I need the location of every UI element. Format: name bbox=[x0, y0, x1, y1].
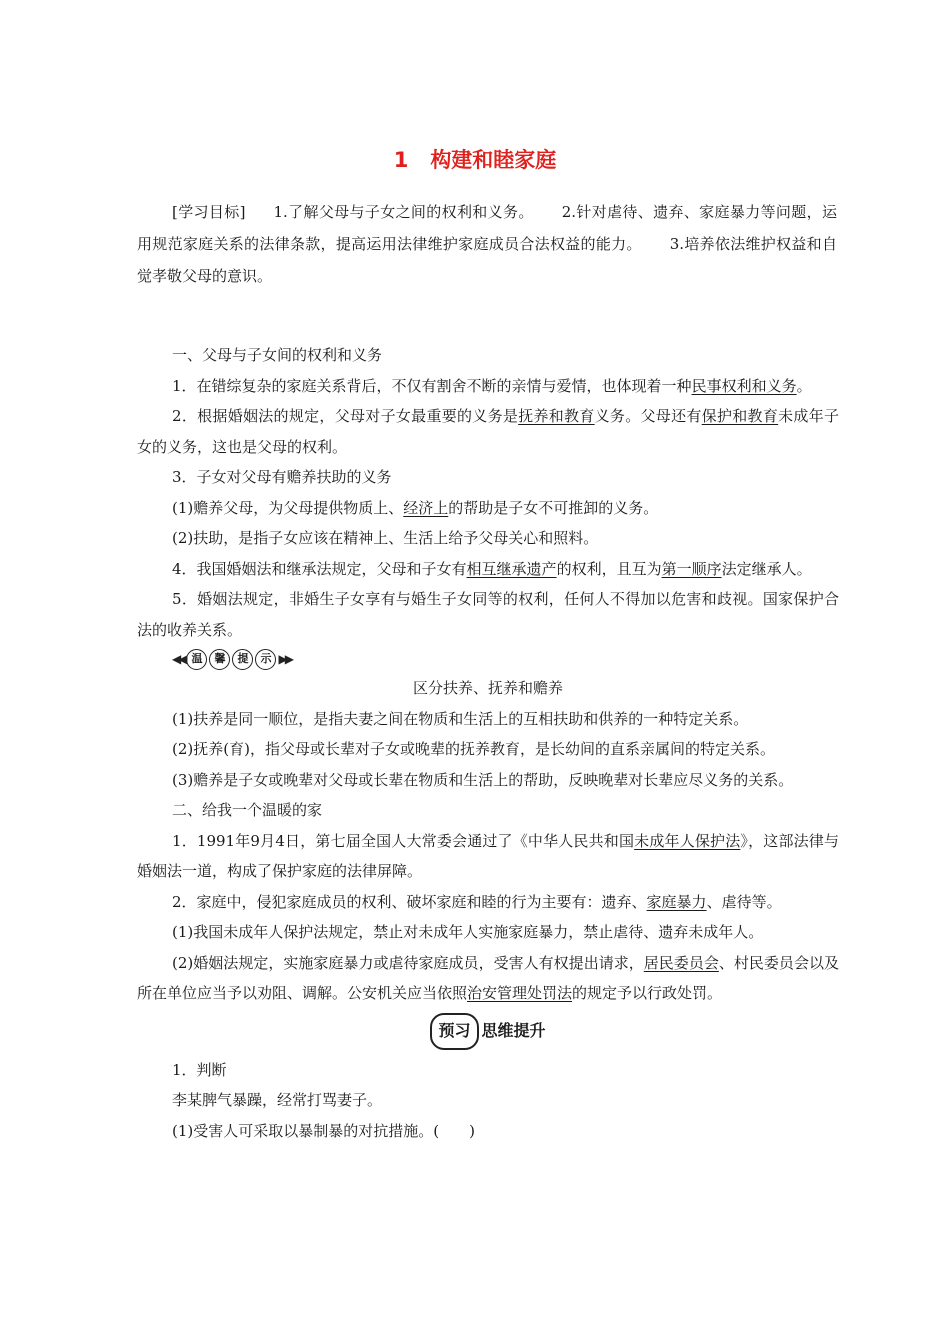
section2-para-2-1: (1)我国未成年人保护法规定，禁止对未成年人实施家庭暴力，禁止虐待、遗弃未成年人。 bbox=[172, 923, 764, 941]
answer-blank: 经济上 bbox=[403, 498, 449, 517]
objective-1: 1.了解父母与子女之间的权利和义务。 bbox=[273, 203, 534, 221]
exercise-heading: 1．判断 bbox=[172, 1060, 227, 1079]
section1-para-1: 1．在错综复杂的家庭关系背后，不仅有割舍不断的亲情与爱情，也体现着一种民事权利和义务。 bbox=[172, 376, 812, 395]
section2-para-2-2: (2)婚姻法规定，实施家庭暴力或虐待家庭成员，受害人有权提出请求，居民委员会、村民委员会以及所在单位应当予以劝阻、调解。公安机关应当依照治安管理处罚法的规定予以行政处罚。 bbox=[137, 953, 839, 1002]
section1-para-3: 3．子女对父母有赡养扶助的义务 bbox=[172, 468, 392, 486]
warm-tip-badge bbox=[172, 645, 839, 673]
tip-item-3: (3)赡养是子女或晚辈对父母或长辈在物质和生活上的帮助，反映晚辈对长辈应尽义务的关系。 bbox=[172, 770, 794, 789]
tip-item-1: (1)扶养是同一顺位，是指夫妻之间在物质和生活上的互相扶助和供养的一种特定关系。 bbox=[172, 709, 749, 728]
answer-blank: 居民委员会 bbox=[643, 953, 719, 972]
tip-heading: 区分扶养、抚养和赡养 bbox=[412, 679, 563, 697]
tip-char: 示 bbox=[255, 649, 276, 670]
answer-blank: 未成年人保护法 bbox=[634, 831, 741, 850]
exercise-question-1: (1)受害人可采取以暴制暴的对抗措施。( ) bbox=[172, 1121, 475, 1140]
answer-blank: 保护和教育 bbox=[701, 407, 779, 425]
double-right-arrow-icon: ▶▶ bbox=[278, 651, 291, 666]
section1-para-5: 5．婚姻法规定，非婚生子女享有与婚生子女同等的权利，任何人不得加以危害和歧视。国家保护合法的收养关系。 bbox=[137, 590, 839, 639]
answer-blank: 家庭暴力 bbox=[646, 892, 707, 911]
tip-char: 提 bbox=[232, 649, 253, 670]
tip-char: 馨 bbox=[209, 649, 230, 670]
answer-blank: 治安管理处罚法 bbox=[467, 984, 573, 1002]
section2-para-2: 2．家庭中，侵犯家庭成员的权利、破坏家庭和睦的行为主要有：遗弃、家庭暴力、虐待等。 bbox=[172, 892, 782, 911]
answer-blank: 抚养和教育 bbox=[518, 407, 595, 425]
exercise-stem: 李某脾气暴躁，经常打骂妻子。 bbox=[172, 1091, 383, 1109]
learning-objectives bbox=[137, 196, 837, 292]
section1-para-3-1: (1)赡养父母，为父母提供物质上、经济上的帮助是子女不可推卸的义务。 bbox=[172, 498, 659, 517]
answer-blank: 民事权利和义务 bbox=[691, 376, 797, 395]
double-left-arrow-icon: ◀◀ bbox=[172, 651, 185, 666]
page-title bbox=[0, 144, 950, 174]
objectives-label: [学习目标] bbox=[172, 203, 246, 221]
title-text: 构建和睦家庭 bbox=[430, 148, 557, 172]
objective-3: 3.培养依法维护权益和自觉孝敬父母的意识。 bbox=[137, 235, 837, 285]
section2-para-1: 1．1991年9月4日，第七届全国人大常委会通过了《中华人民共和国未成年人保护法》，这部法律与婚姻法一道，构成了保护家庭的法律屏障。 bbox=[137, 831, 839, 880]
section1-para-2: 2．根据婚姻法的规定，父母对子女最重要的义务是抚养和教育义务。父母还有保护和教育未成年子女的义务，这也是父母的权利。 bbox=[137, 407, 839, 456]
section1-para-3-2: (2)扶助，是指子女应该在精神上、生活上给予父母关心和照料。 bbox=[172, 529, 599, 547]
section1-heading: 一、父母与子女间的权利和义务 bbox=[172, 346, 383, 364]
main-content bbox=[137, 340, 839, 1146]
tip-item-2: (2)抚养(育)，指父母或长辈对子女或晚辈的抚养教育，是长幼间的直系亲属间的特定关系。 bbox=[172, 740, 775, 758]
section2-heading: 二、给我一个温暖的家 bbox=[172, 801, 323, 819]
objective-2: 2.针对虐待、遗弃、家庭暴力等问题，运用规范家庭关系的法律条款，提高运用法律维护家庭成员合法权益的能力。 bbox=[137, 203, 837, 253]
title-number: 1 bbox=[393, 148, 409, 172]
tip-char: 温 bbox=[186, 649, 207, 670]
preview-banner bbox=[137, 1009, 839, 1055]
section1-para-4: 4．我国婚姻法和继承法规定，父母和子女有相互继承遗产的权利，且互为第一顺序法定继承人。 bbox=[172, 559, 812, 578]
answer-blank: 第一顺序 bbox=[661, 559, 722, 578]
banner-text: 思维提升 bbox=[481, 1021, 546, 1041]
banner-prefix: 预习 bbox=[430, 1013, 478, 1050]
answer-blank: 相互继承遗产 bbox=[466, 559, 557, 578]
